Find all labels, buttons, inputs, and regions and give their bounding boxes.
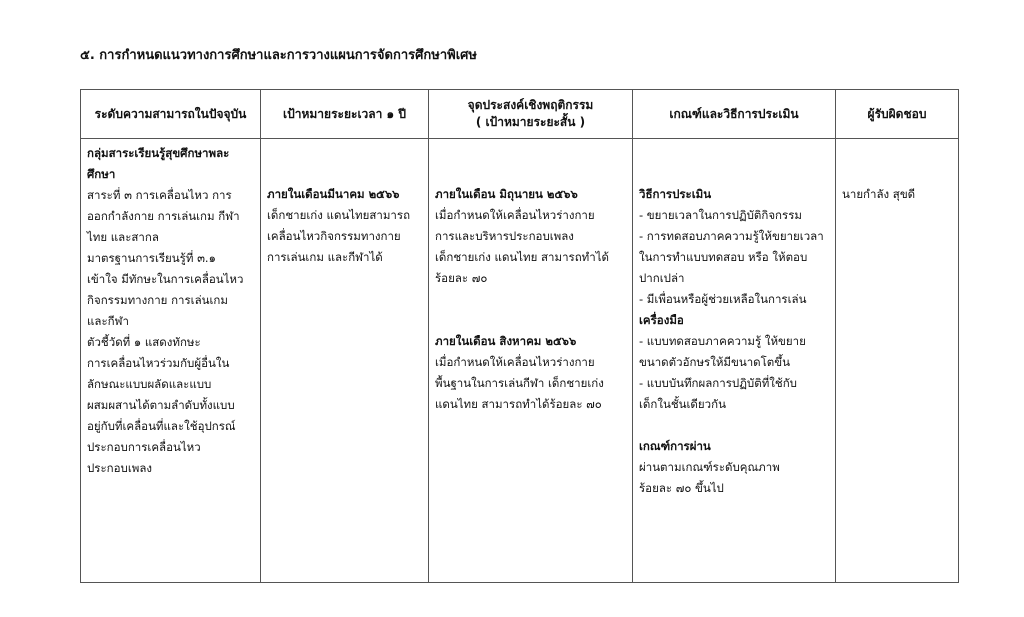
responsible-person: นายกำลัง สุขดี (842, 187, 916, 201)
objective-line: ร้อยละ ๗๐ (435, 271, 488, 285)
header-current-ability: ระดับความสามารถในปัจจุบัน (81, 90, 261, 139)
evaluation-method-line: - ขยายเวลาในการปฏิบัติกิจกรรม (639, 208, 802, 222)
evaluation-method-heading: วิธีการประเมิน (639, 187, 712, 201)
ability-line: ประกอบเพลง (87, 461, 152, 475)
header-objective-line2: ( เป้าหมายระยะสั้น ) (475, 115, 586, 129)
education-plan-table (80, 89, 959, 583)
objective-heading-august: ภายในเดือน สิงหาคม ๒๕๖๖ (435, 334, 577, 348)
objective-line: เด็กชายเก่ง แดนไทย สามารถทำได้ (435, 250, 609, 264)
evaluation-pass-line: ร้อยละ ๗๐ ขึ้นไป (639, 481, 724, 495)
objective-line: พื้นฐานในการเล่นกีฬา เด็กชายเก่ง (435, 376, 604, 390)
table-row (81, 139, 959, 583)
ability-line: ลักษณะแบบผลัดและแบบ (87, 377, 212, 391)
objective-line: การและบริหารประกอบเพลง (435, 229, 574, 243)
ability-line: มาตรฐานการเรียนรู้ที่ ๓.๑ (87, 251, 216, 265)
cell-responsible (836, 139, 959, 583)
goal-heading: ภายในเดือนมีนาคม ๒๕๖๖ (267, 187, 400, 201)
ability-line: การเคลื่อนไหวร่วมกับผู้อื่นใน (87, 356, 230, 370)
goal-line: เด็กชายเก่ง แดนไทยสามารถ (267, 208, 411, 222)
evaluation-pass-heading: เกณฑ์การผ่าน (639, 439, 711, 453)
evaluation-method-line: - มีเพื่อนหรือผู้ช่วยเหลือในการเล่น (639, 292, 807, 306)
ability-line: อยู่กับที่เคลื่อนที่และใช้อุปกรณ์ (87, 419, 236, 433)
cell-evaluation (633, 139, 836, 583)
ability-line: ออกกำลังกาย การเล่นเกม กีฬา (87, 209, 240, 223)
evaluation-tool-line: - แบบบันทึกผลการปฏิบัติที่ใช้กับ (639, 376, 797, 390)
objective-line: เมื่อกำหนดให้เคลื่อนไหวร่างกาย (435, 208, 595, 222)
ability-line: และกีฬา (87, 314, 129, 328)
objective-line: เมื่อกำหนดให้เคลื่อนไหวร่างกาย (435, 355, 595, 369)
header-behavioral-objective (429, 90, 633, 139)
evaluation-method-line: ในการทำแบบทดสอบ หรือ ให้ตอบ (639, 250, 808, 264)
ability-line: สาระที่ ๓ การเคลื่อนไหว การ (87, 188, 232, 202)
ability-heading: กลุ่มสาระเรียนรู้สุขศึกษาพละ (87, 146, 230, 160)
table-header-row (81, 90, 959, 139)
goal-line: การเล่นเกม และกีฬาได้ (267, 250, 383, 264)
evaluation-tool-line: ขนาดตัวอักษรให้มีขนาดโตขึ้น (639, 355, 790, 369)
evaluation-tool-line: เด็กในชั้นเดียวกัน (639, 397, 726, 411)
section-title: ๕. การกำหนดแนวทางการศึกษาและการวางแผนการจัดการศึกษาพิเศษ (80, 48, 477, 63)
header-evaluation: เกณฑ์และวิธีการประเมิน (633, 90, 836, 139)
ability-line: ประกอบการเคลื่อนไหว (87, 440, 201, 454)
ability-line: ไทย และสากล (87, 230, 159, 244)
header-responsible: ผู้รับผิดชอบ (836, 90, 959, 139)
objective-line: แดนไทย สามารถทำได้ร้อยละ ๗๐ (435, 397, 602, 411)
evaluation-tool-line: - แบบทดสอบภาคความรู้ ให้ขยาย (639, 334, 806, 348)
objective-heading-june: ภายในเดือน มิถุนายน ๒๕๖๖ (435, 187, 578, 201)
header-one-year-goal: เป้าหมายระยะเวลา ๑ ปี (261, 90, 429, 139)
ability-line: กิจกรรมทางกาย การเล่นเกม (87, 293, 228, 307)
evaluation-method-line: ปากเปล่า (639, 271, 685, 285)
header-objective-line1: จุดประสงค์เชิงพฤติกรรม (467, 98, 594, 113)
ability-line: ผสมผสานได้ตามลำดับทั้งแบบ (87, 398, 235, 412)
evaluation-pass-line: ผ่านตามเกณฑ์ระดับคุณภาพ (639, 460, 780, 474)
ability-line: เข้าใจ มีทักษะในการเคลื่อนไหว (87, 272, 244, 286)
cell-behavioral-objective (429, 139, 633, 583)
evaluation-method-line: - การทดสอบภาคความรู้ให้ขยายเวลา (639, 229, 824, 243)
ability-line: ตัวชี้วัดที่ ๑ แสดงทักษะ (87, 335, 201, 349)
cell-one-year-goal (261, 139, 429, 583)
cell-current-ability (81, 139, 261, 583)
ability-heading: ศึกษา (87, 167, 116, 181)
goal-line: เคลื่อนไหวกิจกรรมทางกาย (267, 229, 401, 243)
evaluation-tool-heading: เครื่องมือ (639, 313, 684, 327)
